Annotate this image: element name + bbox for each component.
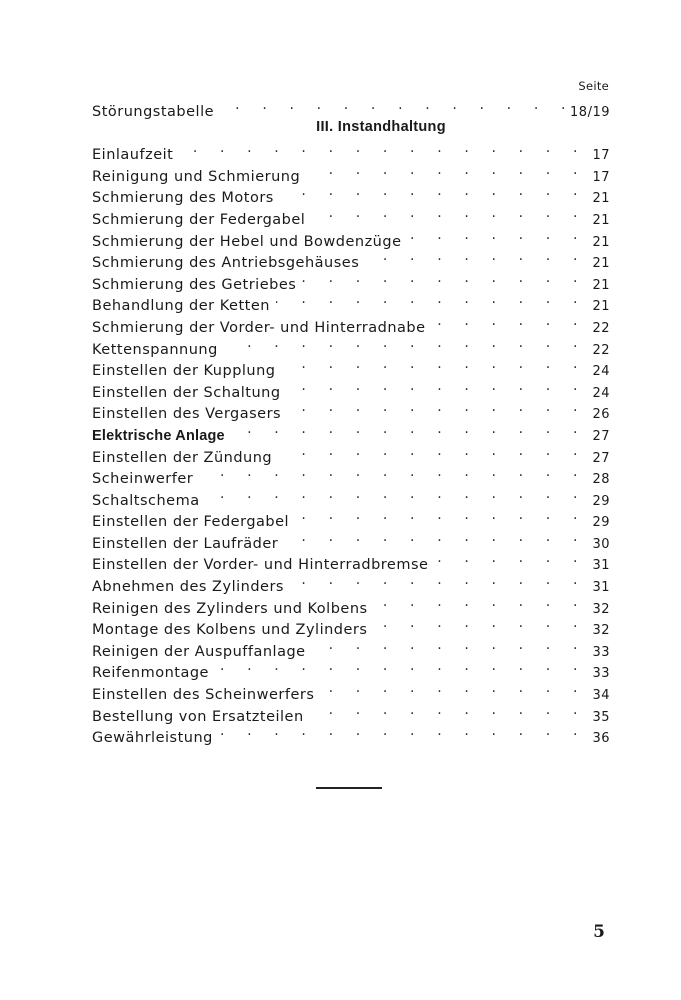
dot-leader [373, 613, 582, 635]
toc-entry-page: 30 [592, 536, 610, 552]
dot-leader [219, 721, 582, 743]
dot-leader [179, 138, 582, 160]
dot-leader [374, 591, 582, 613]
toc-entry-page: 21 [592, 299, 610, 315]
toc-entry-title: Einstellen der Schaltung [92, 384, 281, 401]
toc-entry-title: Reinigen des Zylinders und Kolbens [92, 600, 368, 617]
dot-leader [280, 181, 582, 203]
toc-entry-title: Einstellen der Federgabel [92, 514, 290, 531]
toc-entry-title: Montage des Kolbens und Zylinders [92, 622, 368, 639]
toc-entry-title: Einstellen der Zündung [92, 449, 273, 466]
toc-entry-title: Schmierung der Vorder- und Hinterradnabe [92, 319, 426, 336]
dot-leader [432, 310, 582, 332]
toc-entry-title: Schmierung der Hebel und Bowdenzüge [92, 233, 402, 250]
toc-entry-title: Elektrische Anlage [92, 427, 225, 444]
toc-entry-title: Reifenmontage [92, 665, 209, 682]
toc-entry-page: 31 [592, 580, 610, 596]
toc-entry-page: 21 [592, 191, 610, 207]
toc-entry-title: Störungstabelle [92, 103, 215, 120]
toc-entry-title: Einstellen des Scheinwerfers [92, 687, 315, 704]
toc-entry-title: Schmierung der Federgabel [92, 211, 306, 228]
section-heading: III. Instandhaltung [316, 118, 446, 135]
toc-entry-page: 33 [592, 666, 610, 682]
dot-leader [312, 634, 582, 656]
page-column-label: Seite [578, 79, 609, 93]
dot-leader [206, 483, 582, 505]
toc-entry-page: 24 [592, 364, 610, 380]
toc-entry-title: Reinigung und Schmierung [92, 168, 301, 185]
toc-entry-title: Einstellen der Laufräder [92, 535, 279, 552]
dot-leader [287, 397, 582, 419]
toc-entry-page: 21 [592, 277, 610, 293]
toc-entry-page: 27 [592, 428, 610, 444]
toc-entry-page: 21 [592, 212, 610, 228]
dot-leader [284, 526, 582, 548]
dot-leader [295, 505, 582, 527]
toc-entry-page: 26 [592, 407, 610, 423]
dot-leader [282, 354, 582, 376]
dot-leader [276, 289, 582, 311]
dot-leader [320, 677, 582, 699]
dot-leader [311, 202, 582, 224]
dot-leader [287, 375, 582, 397]
toc-entry-page: 29 [592, 515, 610, 531]
dot-leader [408, 224, 583, 246]
toc-entry-title: Abnehmen des Zylinders [92, 579, 284, 596]
dot-leader [434, 548, 582, 570]
toc-entry-page: 35 [592, 709, 610, 725]
toc-entry-page: 36 [592, 731, 610, 747]
toc-entry-page: 17 [592, 148, 610, 164]
toc-entry-page: 28 [592, 472, 610, 488]
toc-entry-title: Schaltschema [92, 492, 200, 509]
dot-leader [231, 418, 582, 440]
toc-entry [92, 138, 610, 164]
dot-leader [224, 332, 582, 354]
dot-leader [290, 569, 582, 591]
toc-entry-title: Einstellen der Vorder- und Hinterradbremse [92, 557, 429, 574]
toc-entry-title: Kettenspannung [92, 341, 218, 358]
toc-entry-page: 21 [592, 234, 610, 250]
dot-leader [310, 699, 582, 721]
toc-entry-title: Behandlung der Ketten [92, 298, 270, 315]
table-of-contents [92, 94, 610, 747]
toc-entry [92, 94, 610, 120]
toc-entry-page: 22 [592, 320, 610, 336]
toc-entry-title: Einstellen der Kupplung [92, 363, 276, 380]
toc-entry-page: 32 [592, 623, 610, 639]
dot-leader [215, 656, 582, 678]
dot-leader [220, 94, 570, 116]
toc-entry-title: Einlaufzeit [92, 147, 174, 164]
toc-entry-page: 31 [592, 558, 610, 574]
toc-entry-page: 27 [592, 450, 610, 466]
toc-entry-page: 24 [592, 385, 610, 401]
page-number: 5 [593, 922, 605, 942]
dot-leader [199, 462, 582, 484]
divider-rule [316, 787, 382, 789]
toc-entry-page: 21 [592, 256, 610, 272]
toc-entry-page: 34 [592, 688, 610, 704]
toc-entry-title: Gewährleistung [92, 730, 213, 747]
dot-leader [302, 267, 582, 289]
toc-entry-title: Einstellen des Vergasers [92, 406, 282, 423]
toc-entry-title: Bestellung von Ersatzteilen [92, 708, 304, 725]
toc-entry-title: Schmierung des Motors [92, 190, 274, 207]
toc-entry-page: 18/19 [570, 104, 610, 120]
toc-entry-title: Reinigen der Auspuffanlage [92, 643, 306, 660]
toc-entry-title: Schmierung des Antriebsgehäuses [92, 255, 360, 272]
toc-entry-page: 22 [592, 342, 610, 358]
dot-leader [306, 159, 582, 181]
toc-entry-page: 29 [592, 493, 610, 509]
toc-entry-page: 33 [592, 644, 610, 660]
toc-entry-page: 32 [592, 601, 610, 617]
dot-leader [278, 440, 582, 462]
dot-leader [365, 246, 582, 268]
toc-entry-page: 17 [592, 169, 610, 185]
toc-entry-title: Scheinwerfer [92, 471, 194, 488]
toc-entry-title: Schmierung des Getriebes [92, 276, 297, 293]
